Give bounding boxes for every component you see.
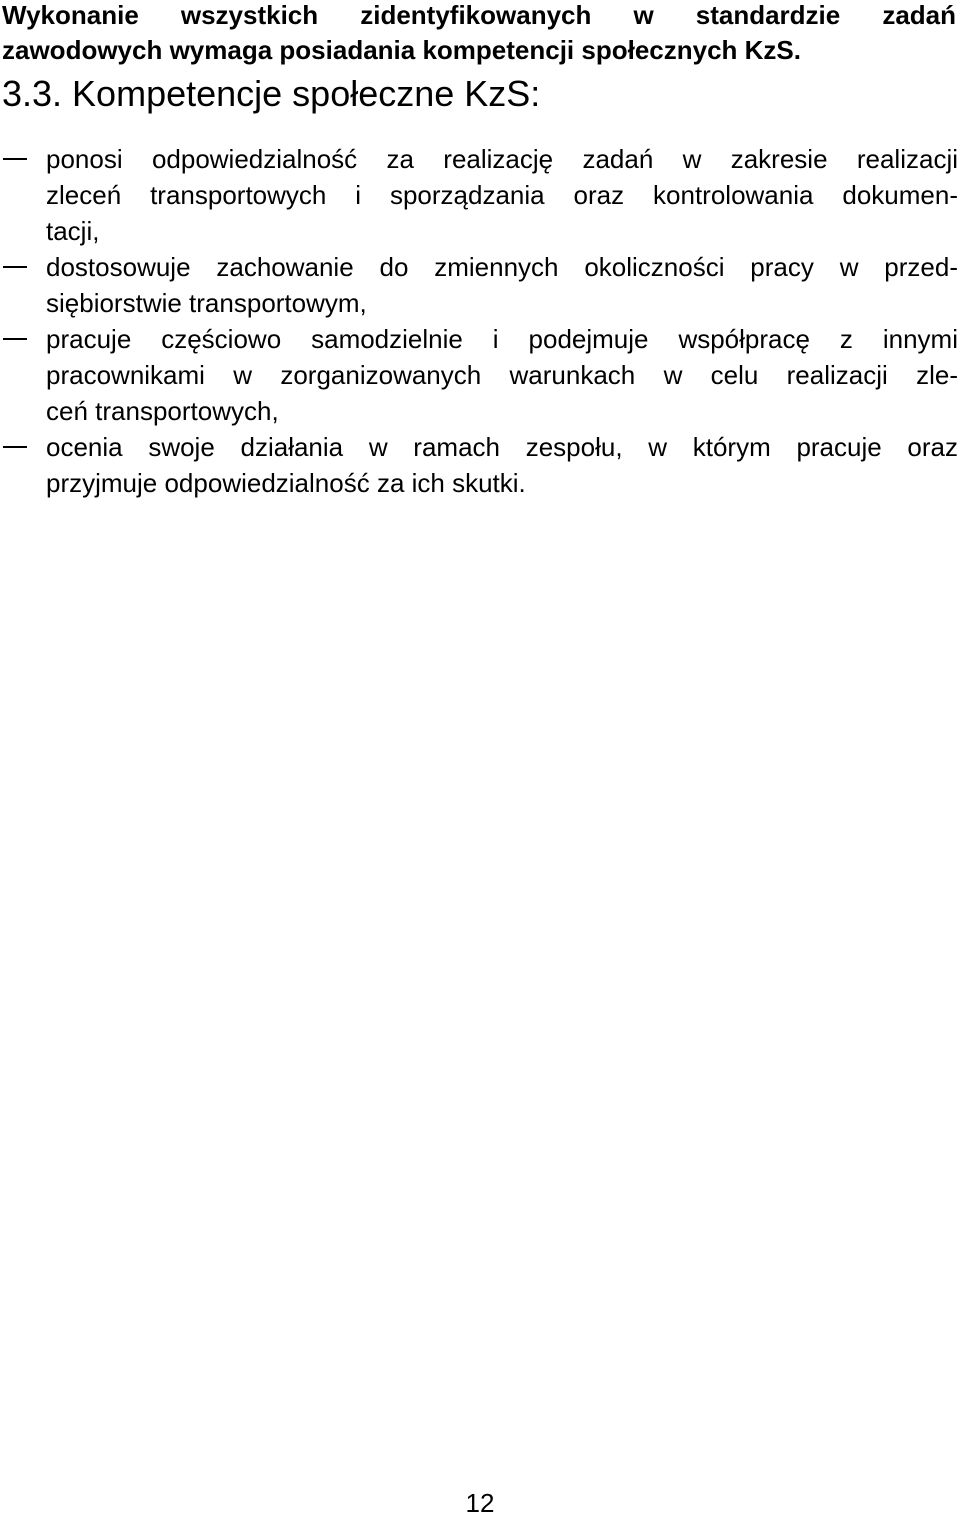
list-item (0, 429, 958, 501)
list-item (0, 249, 958, 321)
item-line: przyjmuje odpowiedzialność za ich skutki. (46, 468, 526, 498)
item-line: ceń transportowych, (46, 396, 279, 426)
list-item (0, 321, 958, 429)
item-line: pracuje częściowo samodzielnie i podejmuje współpracę z innymi (46, 324, 958, 354)
item-line: ocenia swoje działania w ramach zespołu, w którym pracuje oraz (46, 432, 958, 462)
dash-bullet-icon (3, 266, 27, 268)
item-line: siębiorstwie transportowym, (46, 288, 367, 318)
item-line: pracownikami w zorganizowanych warunkach w celu realizacji zle- (46, 360, 958, 390)
dash-bullet-icon (3, 338, 27, 340)
item-line: zleceń transportowych i sporządzania oraz kontrolowania dokumen- (46, 180, 958, 210)
section-heading: 3.3. Kompetencje społeczne KzS: (2, 73, 541, 114)
item-line: dostosowuje zachowanie do zmiennych okoliczności pracy w przed- (46, 252, 958, 282)
dash-bullet-icon (3, 158, 27, 160)
intro-line: zawodowych wymaga posiadania kompetencji społecznych KzS. (2, 35, 801, 65)
item-line: tacji, (46, 216, 100, 246)
item-line: ponosi odpowiedzialność za realizację zadań w zakresie realizacji (46, 144, 958, 174)
intro-paragraph (2, 0, 956, 68)
list-item (0, 141, 958, 249)
page-number: 12 (465, 1488, 495, 1518)
dash-bullet-icon (3, 446, 27, 448)
intro-line: Wykonanie wszystkich zidentyfikowanych w standardzie zadań (2, 0, 956, 30)
competence-list (0, 141, 960, 501)
